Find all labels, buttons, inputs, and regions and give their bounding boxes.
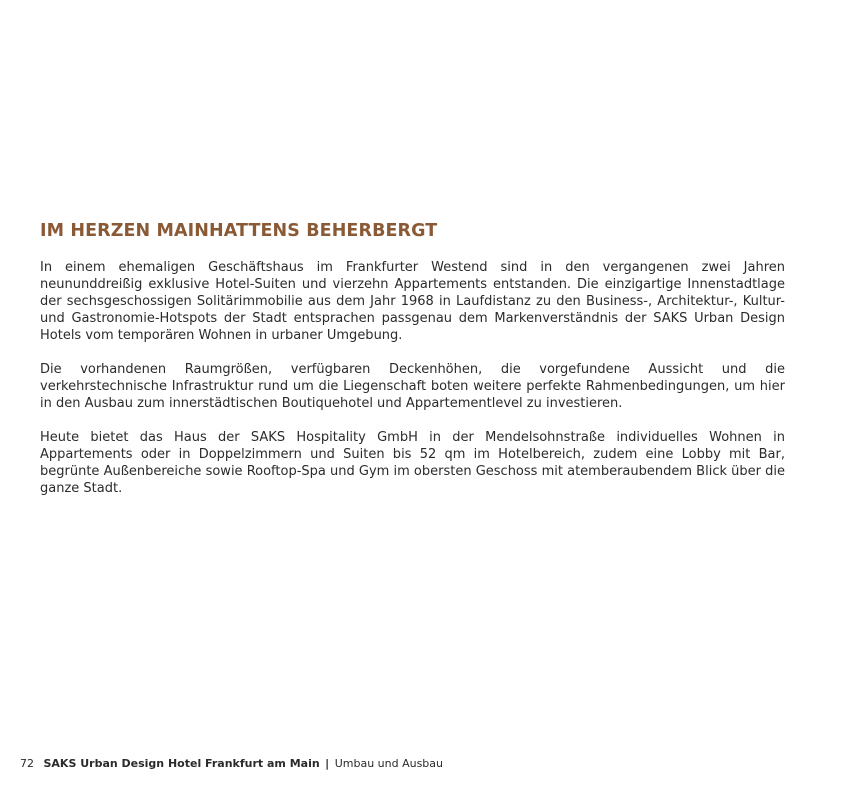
section-heading: IM HERZEN MAINHATTENS BEHERBERGT: [40, 221, 438, 241]
paragraph-3: Heute bietet das Haus der SAKS Hospitality GmbH in der Mendelsohnstraße individuelles Wohnen in Appartements oder in Doppelzimmern und Suiten bis 52 qm im Hotelbereich, zudem eine Lobby mit Bar, begrünte Außenbereiche sowie Rooftop-Spa und Gym im obersten Geschoss mit atemberaubendem Blick über die ganze Stadt.: [40, 430, 785, 496]
document-title: SAKS Urban Design Hotel Frankfurt am Main: [43, 757, 320, 770]
paragraph-1: In einem ehemaligen Geschäftshaus im Frankfurter Westend sind in den vergangenen zwei Jahren neununddreißig exklusive Hotel-Suiten und vierzehn Appartements entstanden. Die einzigartige Innenstadtlage der sechsgeschossigen Solitärimmobilie aus dem Jahr 1968 in Laufdistanz zu den Business-, Architektur-, Kultur- und Gastronomie-Hotspots der Stadt entsprachen passgenau dem Markenverständnis der SAKS Urban Design Hotels vom temporären Wohnen in urbaner Umgebung.: [40, 260, 785, 343]
footer-separator: |: [325, 757, 330, 770]
paragraph-2: Die vorhandenen Raumgrößen, verfügbaren Deckenhöhen, die vorgefundene Aussicht und die verkehrstechnische Infrastruktur rund um die Liegenschaft boten weitere perfekte Rahmenbedingungen, um hier in den Ausbau zum innerstädtischen Boutiquehotel und Appartementlevel zu investieren.: [40, 362, 785, 411]
page-footer: [20, 757, 443, 771]
page-number: 72: [20, 757, 34, 770]
page-content: [40, 219, 785, 497]
section-name: Umbau und Ausbau: [334, 757, 444, 770]
